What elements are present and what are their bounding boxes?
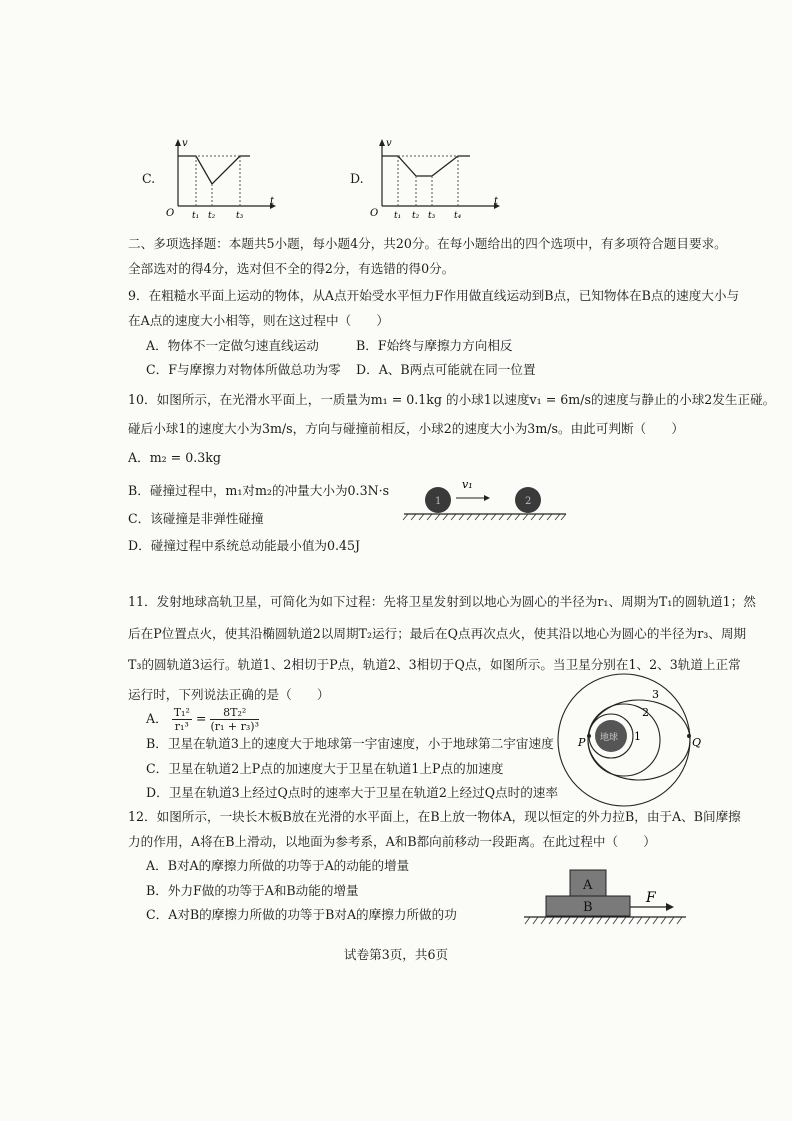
orbit-3-label: 3 (652, 688, 659, 701)
force-label: F (646, 890, 656, 906)
q12-line1: 12．如图所示，一块长木板B放在光滑的水平面上，在B上放一物体A，现以恒定的外力拉B，由于A、B间摩擦 (128, 809, 741, 824)
graph-c-t2: t₂ (208, 211, 216, 221)
graph-c-t-label: t (270, 196, 275, 207)
earth-label: 地球 (600, 733, 619, 743)
q11-a-rhs-num: 8T₂² (210, 706, 259, 720)
option-d-label: D. (350, 171, 364, 186)
point-q: Q (692, 736, 702, 749)
graph-d-t3: t₃ (428, 211, 436, 221)
orbit-figure (556, 672, 706, 812)
q10-line1: 10．如图所示，在光滑水平面上，一质量为m₁ = 0.1kg 的小球1以速度v₁ = 6m/s的速度与静止的小球2发生正碰。 (128, 392, 776, 407)
section2-line1: 二、多项选择题：本题共5小题，每小题4分，共20分。在每小题给出的四个选项中，有多项符合题目要求。 (128, 236, 727, 251)
q9-option-a: A．物体不一定做匀速直线运动 (146, 338, 319, 353)
q11-option-d: D．卫星在轨道3上经过Q点时的速率大于卫星在轨道2上经过Q点时的速率 (146, 785, 558, 800)
q9-line2: 在A点的速度大小相等，则在这过程中（ ） (128, 313, 389, 328)
orbit-1-label: 1 (634, 730, 641, 743)
q10-option-c: C．该碰撞是非弹性碰撞 (128, 511, 264, 526)
graph-d-t-label: t (494, 196, 499, 207)
q11-line1: 11．发射地球高轨卫星，可简化为如下过程：先将卫星发射到以地心为圆心的半径为r₁、周期为T₁的圆轨道1；然 (128, 594, 756, 609)
q11-line3: T₃的圆轨道3运行。轨道1、2相切于P点，轨道2、3相切于Q点，如图所示。当卫星分别在1、2、3轨道上正常 (128, 657, 741, 672)
q12-option-a: A．B对A的摩擦力所做的功等于A的动能的增量 (146, 858, 410, 873)
collision-figure (400, 476, 570, 522)
q11-a-lhs-den: r₁³ (174, 720, 189, 733)
q11-line2: 后在P位置点火，使其沿椭圆轨道2以周期T₂运行；最后在Q点再次点火，使其沿以地心为圆心的半径为r₃、周期 (128, 626, 747, 641)
orbit-2-label: 2 (642, 706, 649, 719)
q10-option-b: B．碰撞过程中，m₁对m₂的冲量大小为0.3N·s (128, 483, 390, 498)
q10-line2: 碰后小球1的速度大小为3m/s，方向与碰撞前相反，小球2的速度大小为3m/s。由此可判断（ ） (128, 421, 684, 436)
q11-line4: 运行时，下列说法正确的是（ ） (128, 687, 330, 702)
q10-option-d: D．碰撞过程中系统总动能最小值为0.45J (128, 538, 361, 553)
graph-d-t2: t₂ (412, 211, 420, 221)
q9-option-b: B．F始终与摩擦力方向相反 (356, 338, 513, 353)
graph-c-v-label: v (182, 138, 188, 149)
page-footer: 试卷第3页，共6页 (343, 947, 449, 962)
ball-1-label: 1 (435, 496, 442, 507)
q11-option-b: B．卫星在轨道3上的速度大于地球第一宇宙速度，小于地球第二宇宙速度 (146, 736, 554, 751)
graph-c (158, 134, 278, 224)
q11-a-lhs-num: T₁² (173, 706, 190, 719)
q12-line2: 力的作用，A将在B上滑动，以地面为参考系，A和B都向前移动一段距离。在此过程中（ ） (128, 834, 656, 849)
ball-2-label: 2 (525, 496, 532, 507)
graph-c-t1: t₁ (192, 211, 200, 221)
section2-line2: 全部选对的得4分，选对但不全的得2分，有选错的得0分。 (128, 261, 455, 276)
q11-option-a (146, 706, 259, 733)
point-p: P (578, 736, 586, 749)
graph-d-t4: t₄ (454, 211, 462, 221)
velocity-label: v₁ (462, 478, 473, 491)
q11-option-a-prefix: A． (146, 711, 168, 726)
graph-c-origin: O (166, 208, 175, 219)
graph-d-t1: t₁ (394, 211, 402, 221)
graph-c-t3: t₃ (236, 211, 244, 221)
q11-a-rhs-den: (r₁ + r₃)³ (210, 720, 260, 733)
board-b-label: B (583, 900, 593, 915)
option-c-label: C. (142, 171, 156, 186)
q11-a-eq: = (195, 711, 207, 726)
q12-option-c: C．A对B的摩擦力所做的功等于B对A的摩擦力所做的功 (146, 907, 457, 922)
q11-a-lhs (172, 706, 192, 733)
q9-option-d: D．A、B两点可能就在同一位置 (356, 362, 536, 377)
q12-option-b: B．外力F做的功等于A和B动能的增量 (146, 883, 359, 898)
q11-a-rhs (210, 706, 259, 733)
q10-option-a: A．m₂ = 0.3kg (128, 450, 221, 465)
q11-option-c: C．卫星在轨道2上P点的加速度大于卫星在轨道1上P点的加速度 (146, 761, 504, 776)
block-a-label: A (583, 878, 593, 893)
graph-d-origin: O (370, 208, 379, 219)
q9-option-c: C．F与摩擦力对物体所做总功为零 (146, 362, 341, 377)
block-figure (520, 860, 690, 930)
graph-d (366, 134, 502, 224)
graph-d-v-label: v (386, 138, 392, 149)
q9-line1: 9．在粗糙水平面上运动的物体，从A点开始受水平恒力F作用做直线运动到B点，已知物体在B点的速度大小与 (128, 288, 740, 303)
